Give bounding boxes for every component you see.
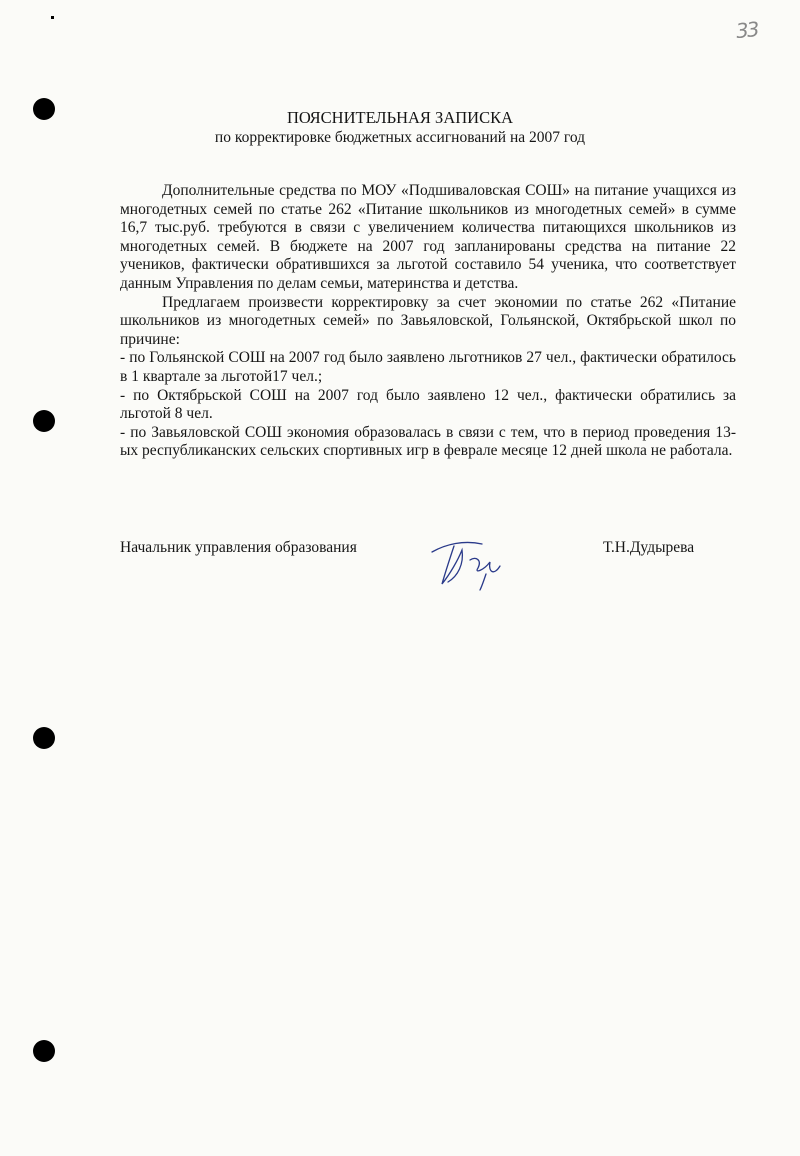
signature-name: Т.Н.Дудырева — [603, 539, 695, 556]
paragraph: Предлагаем произвести корректировку за счет экономии по статье 262 «Питание школьников из многодетных семей» по Завьяловской, Гольянской, Октябрьской школ по причине: — [120, 293, 736, 348]
punch-hole — [33, 410, 55, 432]
punch-hole — [33, 1040, 55, 1062]
scan-speck — [51, 16, 54, 19]
list-item: - по Октябрьской СОШ на 2007 год было заявлено 12 чел., фактически обратились за льготой 8 чел. — [120, 386, 736, 423]
list-item: - по Гольянской СОШ на 2007 год было заявлено льготников 27 чел., фактически обратилось в 1 квартале за льготой17 чел.; — [120, 349, 736, 385]
punch-hole — [33, 727, 55, 749]
list-item: - по Завьяловской СОШ экономия образовалась в связи с тем, что в период проведения 13-ых республиканских сельских спортивных игр в феврале месяце 12 дней школа не работала. — [120, 423, 736, 460]
document-body — [120, 182, 736, 461]
paragraph: Дополнительные средства по МОУ «Подшиваловская СОШ» на питание учащихся из многодетных семей по статье 262 «Питание школьников из многодетных семей» в сумме 16,7 тыс.руб. требуются в связи с увеличением количества питающихся школьников из многодетных семей. В бюджете на 2007 год запланированы средства на питание 22 учеников, фактически обратившихся за льготой составило 54 ученика, что соответствует данным Управления по делам семьи, материнства и детства. — [120, 182, 736, 292]
signature-position: Начальник управления образования — [120, 539, 357, 556]
document-title: ПОЯСНИТЕЛЬНАЯ ЗАПИСКА — [287, 108, 513, 127]
document-subtitle: по корректировке бюджетных ассигнований на 2007 год — [214, 129, 586, 146]
handwritten-signature — [424, 530, 514, 592]
page-number: 33 — [734, 16, 759, 44]
